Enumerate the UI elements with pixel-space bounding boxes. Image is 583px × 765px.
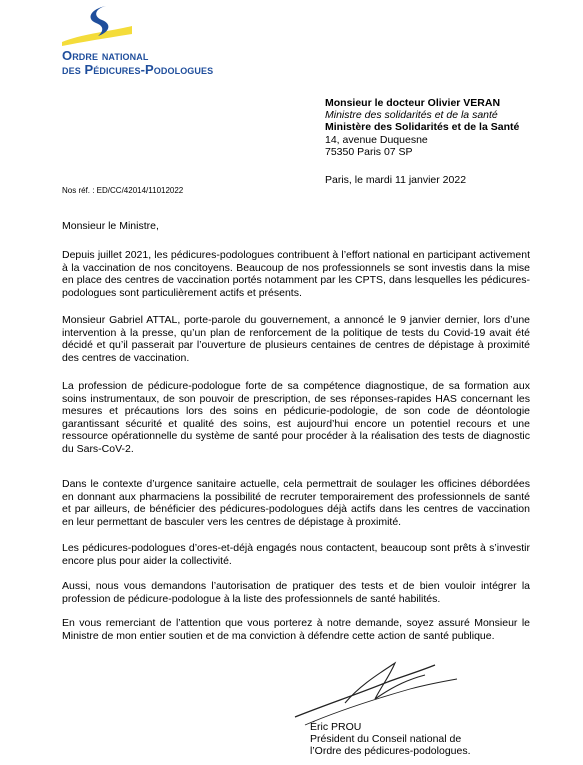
paragraph-1: Depuis juillet 2021, les pédicures-podologues contribuent à l’effort national en participant activement à la vaccination de nos concitoyens. Beaucoup de nos professionnels se sont investis dans la mise en place des centres de vaccination portés notamment par les CPTS, dans lesquelles les pédicures-podologues sont particulièrement actifs et présents. — [62, 249, 530, 299]
paragraph-7: En vous remerciant de l’attention que vous porterez à notre demande, soyez assuré Monsieur le Ministre de mon entier soutien et de ma conviction à défendre cette action de santé publique. — [62, 617, 530, 642]
recipient-block — [325, 97, 519, 158]
signer-name: Éric PROU — [310, 721, 362, 733]
paragraph-3: La profession de pédicure-podologue forte de sa compétence diagnostique, de sa formation aux soins instrumentaux, de son pouvoir de prescription, de ses réponses-rapides HAS concernant les mesures et précautions lors des soins en pédicurie-podologie, de son code de déontologie garantissant sécurité et qualité des soins, est aujourd’hui encore un potentiel recours et une ressource opérationnelle du système de santé pour procéder à la réalisation des tests de diagnostic du Sars-CoV-2. — [62, 380, 530, 455]
recipient-role: Ministre des solidarités et de la santé — [325, 109, 498, 122]
signer-block — [310, 721, 471, 758]
recipient-address-1: 14, avenue Duquesne — [325, 133, 428, 146]
signer-title-1: Président du Conseil national de — [310, 733, 462, 746]
org-line-2: des Pédicures-Podologues — [62, 62, 214, 77]
paragraph-2: Monsieur Gabriel ATTAL, porte-parole du gouvernement, a annoncé le 9 janvier dernier, lors d’une intervention à la presse, qu’un plan de renforcement de la politique de tests du Covid-19 avait été décidé et qu’il passerait par l’ouverture de plusieurs centaines de centres de dépistage à proximité des centres de vaccination. — [62, 314, 530, 364]
reference: Nos réf. : ED/CC/42014/11012022 — [62, 186, 184, 195]
recipient-name: Monsieur le docteur Olivier VERAN — [325, 97, 501, 109]
signature — [285, 655, 465, 730]
paragraph-4: Dans le contexte d’urgence sanitaire actuelle, cela permettrait de soulager les officines débordées en donnant aux pharmaciens la possibilité de recruter temporairement des professionnels de santé et par ailleurs, de bénéficier des pédicures-podologues déjà actifs dans les centres de vaccination en leur permettant de basculer vers les centres de dépistage à proximité. — [62, 478, 530, 528]
salutation: Monsieur le Ministre, — [62, 220, 159, 232]
recipient-ministry: Ministère des Solidarités et de la Santé — [325, 121, 520, 134]
paragraph-5: Les pédicures-podologues d’ores-et-déjà engagés nous contactent, beaucoup sont prêts à s’investir encore plus pour aider la collectivité. — [62, 542, 530, 567]
letter-date: Paris, le mardi 11 janvier 2022 — [325, 174, 467, 186]
signer-title-2: l’Ordre des pédicures-podologues. — [310, 745, 471, 758]
logo-mark-icon — [62, 4, 132, 50]
paragraph-6: Aussi, nous vous demandons l’autorisation de pratiquer des tests et de bien vouloir intégrer la profession de pédicure-podologue à la liste des professionnels de santé habilités. — [62, 580, 530, 605]
organization-name — [62, 49, 213, 77]
org-line-1: Ordre national — [62, 48, 149, 63]
recipient-address-2: 75350 Paris 07 SP — [325, 145, 413, 158]
